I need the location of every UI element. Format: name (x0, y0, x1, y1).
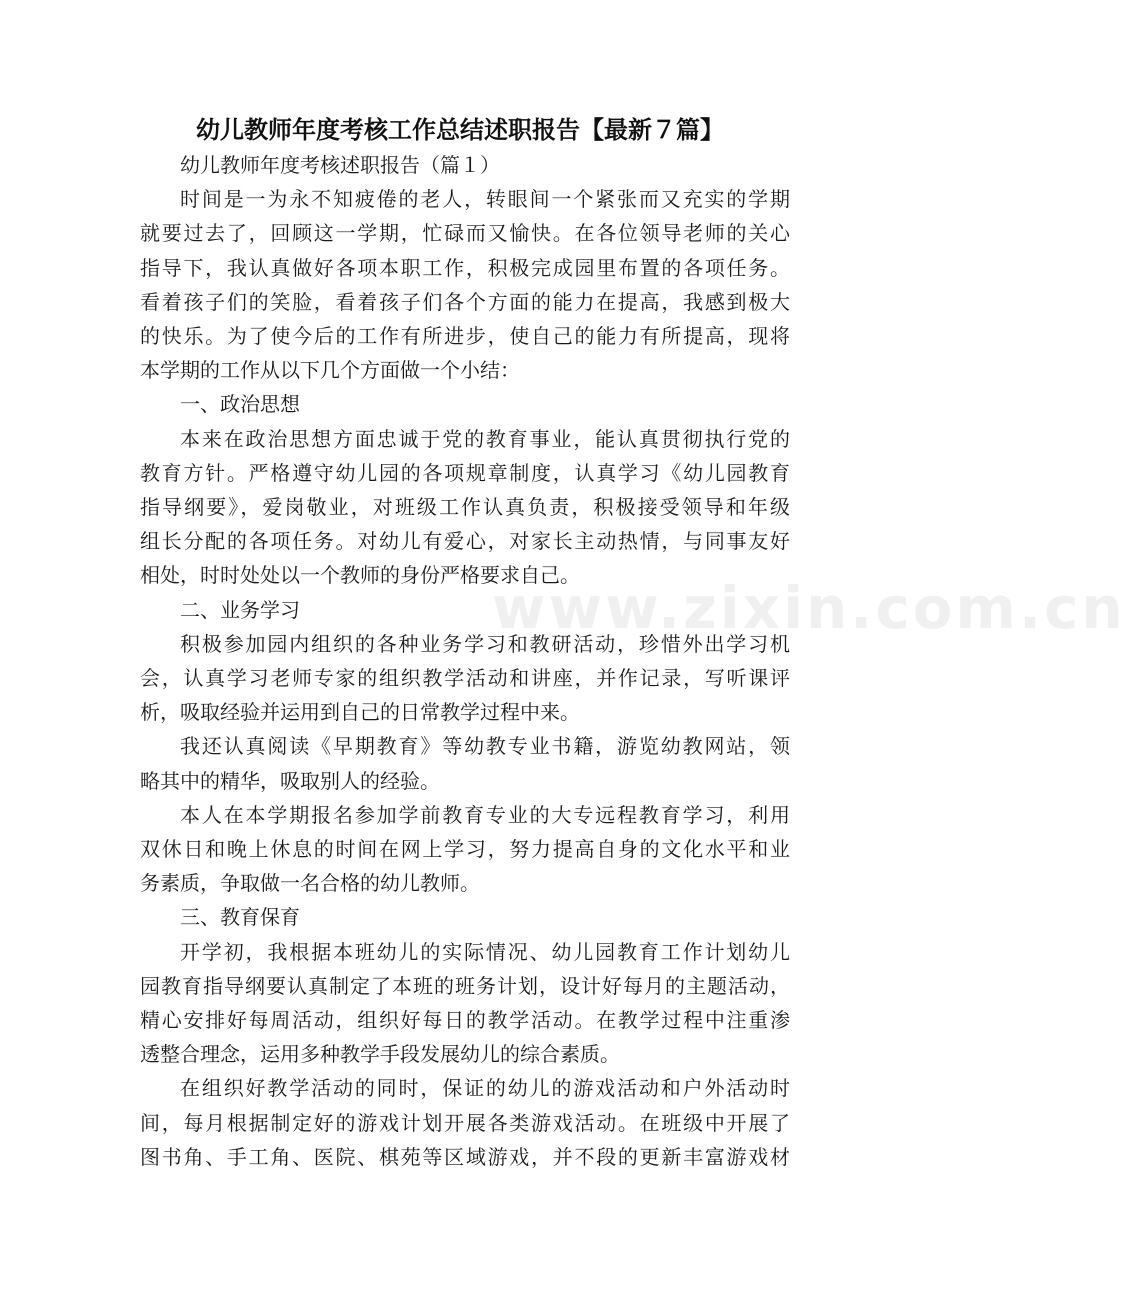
watermark: www.zixin.com.cn (492, 574, 1126, 642)
text-line: 在组织好教学活动的同时，保证的幼儿的游戏活动和户外活动时 (180, 1076, 792, 1101)
text-line: 析，吸取经验并运用到自己的日常教学过程中来。 (140, 700, 580, 725)
text-line: 透整合理念，运用多种教学手段发展幼儿的综合素质。 (140, 1042, 620, 1067)
text-line: 本人在本学期报名参加学前教育专业的大专远程教育学习，利用 (180, 802, 792, 827)
text-line: 的快乐。为了使今后的工作有所进步，使自己的能力有所提高，现将 (140, 324, 792, 349)
text-line: 就要过去了，回顾这一学期，忙碌而又愉快。在各位领导老师的关心 (140, 221, 792, 246)
text-line: 幼儿教师年度考核述职报告（篇１） (180, 153, 500, 177)
text-line: 略其中的精华，吸取别人的经验。 (140, 768, 440, 793)
text-line: 务素质，争取做一名合格的幼儿教师。 (140, 871, 480, 896)
text-line: 本学期的工作从以下几个方面做一个小结： (140, 358, 520, 383)
text-line: 双休日和晚上休息的时间在网上学习，努力提高自身的文化水平和业 (140, 837, 792, 862)
text-line: 组长分配的各项任务。对幼儿有爱心，对家长主动热情，与同事友好 (140, 529, 792, 554)
text-line: 积极参加园内组织的各种业务学习和教研活动，珍惜外出学习机 (180, 631, 792, 656)
text-line: 开学初，我根据本班幼儿的实际情况、幼儿园教育工作计划幼儿 (180, 939, 792, 964)
text-line: 园教育指导纲要认真制定了本班的班务计划，设计好每月的主题活动， (140, 973, 791, 998)
text-line: 会，认真学习老师专家的组织教学活动和讲座，并作记录，写听课评 (140, 666, 792, 691)
text-line: 本来在政治思想方面忠诚于党的教育事业，能认真贯彻执行党的 (180, 426, 792, 451)
text-line: 指导纲要》，爱岗敬业，对班级工作认真负责，积极接受领导和年级 (140, 495, 793, 520)
text-line: 看着孩子们的笑脸，看着孩子们各个方面的能力在提高，我感到极大 (140, 289, 792, 314)
text-line: 图书角、手工角、医院、棋苑等区域游戏，并不段的更新丰富游戏材 (140, 1144, 792, 1169)
text-line: 一、政治思想 (180, 392, 300, 417)
text-line: 时间是一为永不知疲倦的老人，转眼间一个紧张而又充实的学期 (180, 187, 792, 212)
document-title: 幼儿教师年度考核工作总结述职报告【最新７篇】 (196, 116, 724, 144)
text-line: 精心安排好每周活动，组织好每日的教学活动。在教学过程中注重渗 (140, 1008, 792, 1033)
text-line: 间，每月根据制定好的游戏计划开展各类游戏活动。在班级中开展了 (140, 1110, 792, 1135)
text-line: 三、教育保育 (180, 905, 300, 930)
text-line: 我还认真阅读《早期教育》等幼教专业书籍，游览幼教网站，领 (180, 734, 792, 759)
document-body (140, 148, 793, 1174)
text-line: 指导下，我认真做好各项本职工作，积极完成园里布置的各项任务。 (140, 255, 792, 280)
text-line: 相处，时时处处以一个教师的身份严格要求自己。 (140, 563, 580, 588)
text-line: 教育方针。严格遵守幼儿园的各项规章制度，认真学习《幼儿园教育 (140, 460, 792, 485)
text-line: 二、业务学习 (180, 597, 300, 622)
